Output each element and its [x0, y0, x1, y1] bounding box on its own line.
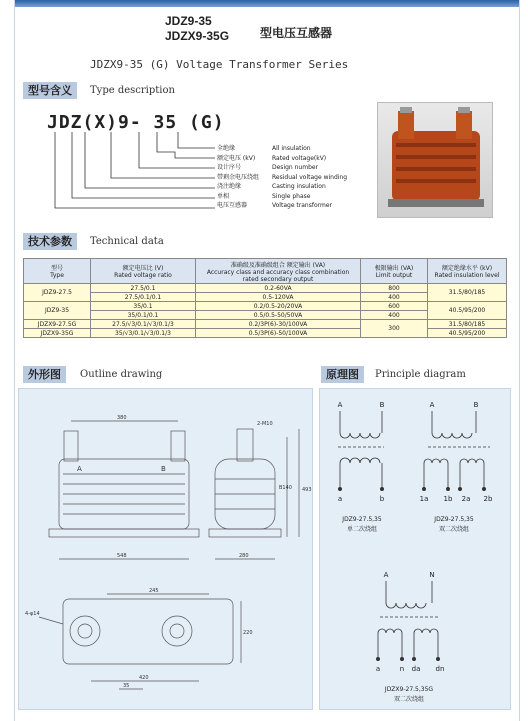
terminal-label: 1b [443, 495, 453, 503]
table-cell: 27.5/√3/0.1/√3/0.1/3 [91, 320, 196, 329]
type-desc-en [272, 144, 347, 211]
terminal-label: n [399, 665, 405, 673]
desc-en: Casting insulation [272, 183, 326, 190]
terminal-label: N [429, 571, 435, 579]
header-en: Limit output [375, 272, 413, 279]
desc-cn: 浇注绝缘 [217, 183, 242, 190]
model-code: JDZ(X)9- 35 (G) [47, 112, 225, 133]
table-cell: JDZX9-35G [24, 329, 91, 338]
desc-cn: 单相 [217, 192, 230, 200]
table-cell: JDZ9-27.5 [24, 284, 91, 302]
header-cn: 额定绝缘水平 (kV) [441, 265, 493, 272]
header-cn: 型号 [50, 265, 63, 272]
diagram-caption: 双二次绕组 [393, 696, 425, 703]
table-cell: 27.5/0.1/0.1 [91, 293, 196, 302]
table-cell: 0.2/0.5-20/20VA [196, 302, 361, 311]
header-cn: 额定电压比 (V) [122, 265, 164, 272]
terminal-label: a [375, 665, 381, 673]
table-cell: 35/0.1 [91, 302, 196, 311]
table-cell: 0.2/3P(6)-30/100VA [196, 320, 361, 329]
table-cell: JDZ9-35 [24, 302, 91, 320]
table-cell: 800 [361, 284, 428, 293]
terminal-label: B [379, 401, 385, 409]
terminal-label: 2a [461, 495, 471, 503]
diagram-caption: JDZ9-27.5,35 [434, 516, 474, 523]
transformer-image [378, 103, 492, 217]
header-limit [361, 259, 428, 284]
table-cell: 27.5/0.1 [91, 284, 196, 293]
header-en: Rated insulation level [434, 272, 500, 279]
table-cell: 0.2-60VA [196, 284, 361, 293]
header-cn: 准确级及准确级组合 额定输出 (VA) [230, 261, 326, 269]
tech-section-label: 技术参数 [23, 233, 77, 250]
type-bracket-lines [45, 130, 220, 215]
table-cell: 400 [361, 311, 428, 320]
terminal-label: B [473, 401, 479, 409]
header-en: Type [50, 272, 64, 279]
header-type [24, 259, 91, 284]
series-subtitle: JDZX9-35 (G) Voltage Transformer Series [90, 58, 349, 71]
title-cn: 型电压互感器 [260, 26, 333, 40]
table-cell: 35/0.1/0.1 [91, 311, 196, 320]
diagram-caption: 双二次绕组 [438, 526, 470, 533]
tech-section-label-en: Technical data [90, 236, 164, 247]
table-cell: 0.5-120VA [196, 293, 361, 302]
dim-label: 493 [302, 487, 312, 493]
terminal-label: b [379, 495, 385, 503]
table-cell: 0.5/0.5-50/50VA [196, 311, 361, 320]
outline-drawing-panel [18, 388, 313, 710]
type-section-label-en: Type description [90, 85, 175, 96]
principle-diagram-panel [319, 388, 511, 710]
table-cell: 40.5/95/200 [428, 329, 507, 338]
table-cell: 31.5/80/185 [428, 320, 507, 329]
terminal-label: da [411, 665, 421, 673]
desc-cn: 设计序号 [217, 164, 242, 171]
header-en: Accuracy class and accuracy class combination rated secondary output [206, 268, 350, 283]
dim-label: B140 [279, 485, 292, 491]
header-insulation [428, 259, 507, 284]
desc-en: All insulation [272, 145, 311, 152]
outline-section-label-en: Outline drawing [80, 369, 163, 380]
desc-en: Rated voltage(kV) [272, 154, 327, 162]
desc-en: Residual voltage winding [272, 173, 348, 181]
principle-section-label: 原理图 [321, 366, 364, 383]
desc-en: Design number [272, 164, 319, 171]
dim-label: 420 [139, 675, 149, 681]
table-cell: 300 [361, 320, 428, 338]
dim-label: 4-φ14 [25, 611, 40, 617]
table-cell: 40.5/95/200 [428, 302, 507, 320]
terminal-label: A [337, 401, 343, 409]
dim-label: 548 [117, 553, 127, 559]
terminal-label: A [77, 465, 82, 473]
type-desc-cn [217, 144, 259, 211]
type-section-label: 型号含义 [23, 82, 77, 99]
table-cell: 31.5/80/185 [428, 284, 507, 302]
terminal-label: A [429, 401, 435, 409]
dim-label: 2-M10 [257, 421, 273, 427]
terminal-label: 1a [419, 495, 429, 503]
diagram-caption: JDZX9-27.5,35G [384, 686, 434, 693]
terminal-label: B [161, 465, 166, 473]
diagram-caption: 单二次绕组 [346, 526, 378, 533]
desc-cn: 额定电压 (kV) [217, 154, 256, 162]
product-sheet [14, 0, 520, 721]
table-cell: 600 [361, 302, 428, 311]
principle-diagrams [320, 389, 510, 709]
table-cell: JDZX9-27.5G [24, 320, 91, 329]
desc-cn: 带剩余电压绕组 [217, 173, 260, 181]
terminal-label: a [337, 495, 343, 503]
top-bar [15, 0, 519, 7]
product-photo [377, 102, 493, 218]
dim-label: 35 [123, 683, 130, 689]
outline-section-label: 外形图 [23, 366, 66, 383]
model-line2: JDZX9-35G [165, 29, 230, 43]
table-cell: 35/√3/0.1/√3/0.1/3 [91, 329, 196, 338]
spec-table [23, 258, 507, 338]
desc-cn: 电压互感器 [217, 202, 248, 209]
header-ratio [91, 259, 196, 284]
model-title [165, 14, 229, 44]
table-cell: 0.5/3P(6)-50/100VA [196, 329, 361, 338]
terminal-label: A [383, 571, 389, 579]
desc-cn: 全绝缘 [217, 145, 236, 152]
dim-label: 245 [149, 588, 159, 594]
dim-label: 280 [239, 553, 249, 559]
header-en: Rated voltage ratio [114, 272, 172, 279]
desc-en: Single phase [272, 192, 311, 200]
terminal-label: 2b [483, 495, 493, 503]
header-accuracy [196, 259, 361, 284]
dim-label: 380 [117, 415, 127, 421]
desc-en: Voltage transformer [272, 202, 332, 209]
header-cn: 极限输出 (VA) [374, 265, 414, 272]
model-line1: JDZ9-35 [165, 14, 212, 28]
outline-drawing [19, 389, 312, 709]
principle-section-label-en: Principle diagram [375, 369, 466, 380]
diagram-caption: JDZ9-27.5,35 [342, 516, 382, 523]
terminal-label: dn [435, 665, 445, 673]
table-cell: 400 [361, 293, 428, 302]
dim-label: 220 [243, 630, 253, 636]
